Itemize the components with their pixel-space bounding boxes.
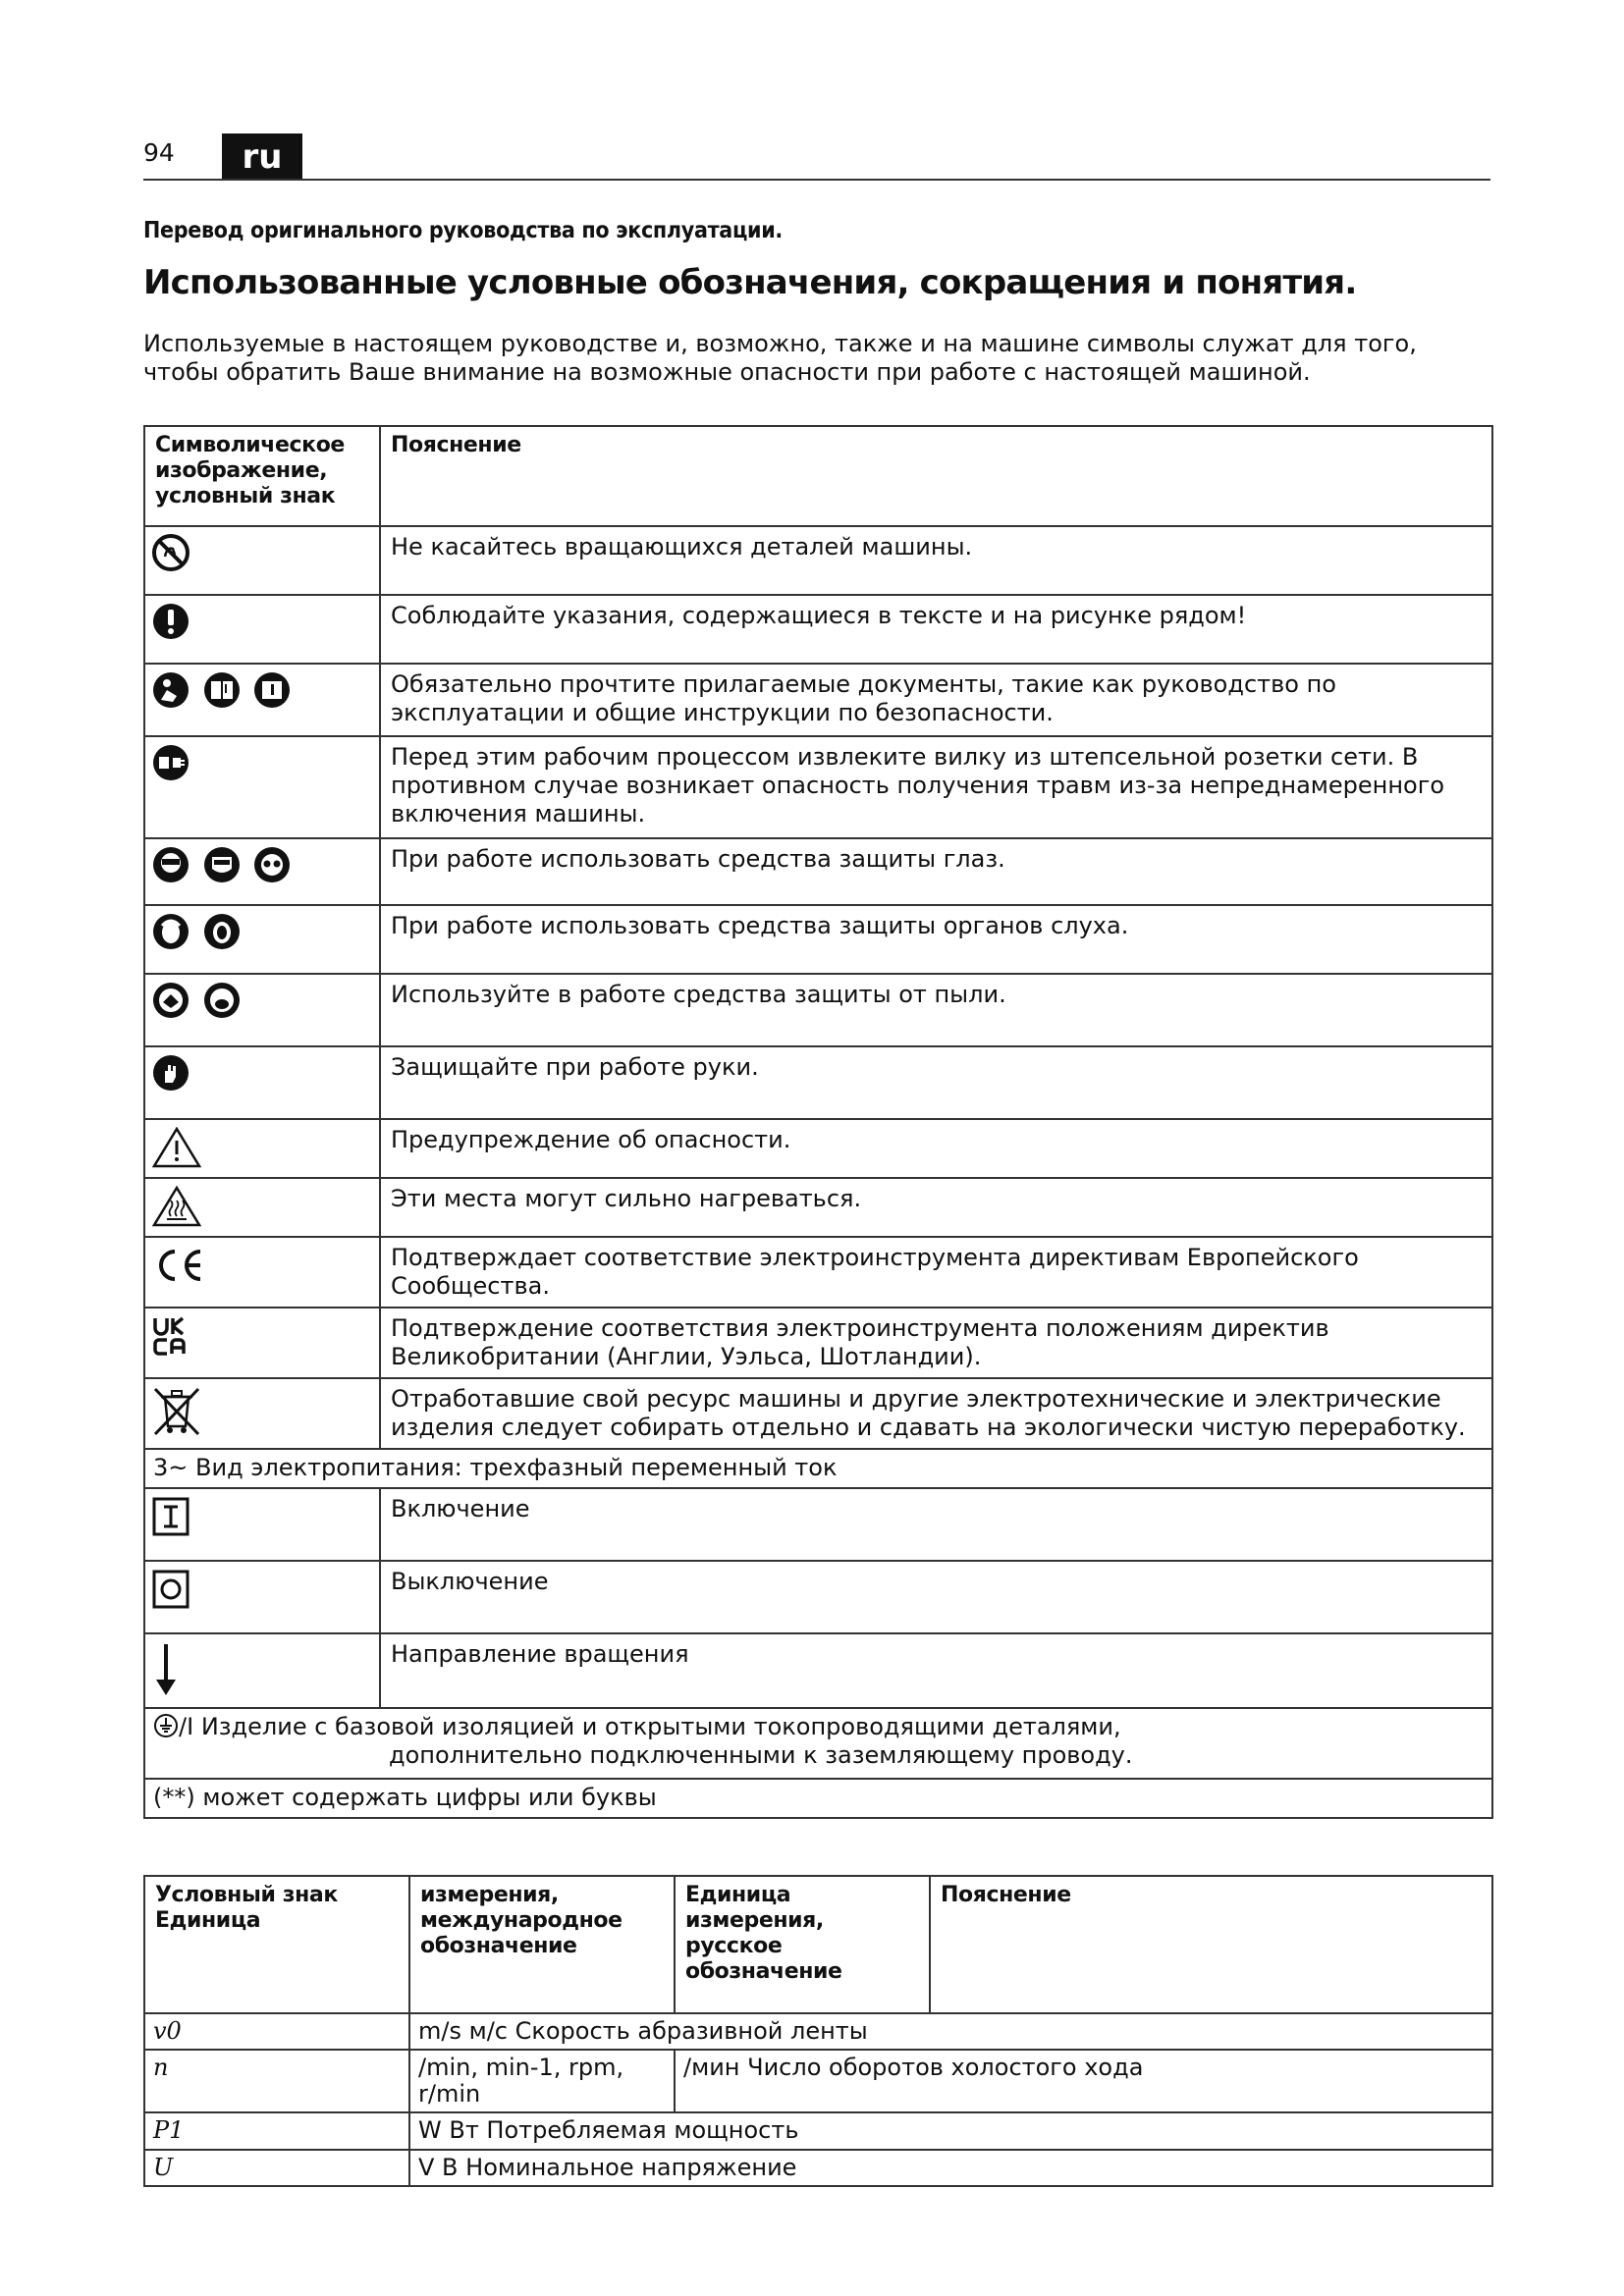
symbol-cell — [144, 1561, 380, 1633]
symbols-table — [143, 425, 1493, 1819]
weee-bin-icon — [151, 1385, 202, 1438]
footnote-cell: (**) может содержать цифры или буквы — [144, 1779, 1492, 1818]
explanation-cell: Эти места могут сильно нагреваться. — [380, 1178, 1492, 1237]
explanation-cell: Обязательно прочтите прилагаемые документы, такие как руководство по эксплуатации и общие инструкции по безопасности. — [380, 664, 1492, 736]
symbol-cell — [144, 664, 380, 736]
protection-class-line2: дополнительно подключенными к заземляющему проводу. — [389, 1741, 1133, 1769]
table-row — [144, 1378, 1492, 1449]
table-row — [144, 1308, 1492, 1378]
symbol-cell — [144, 736, 380, 838]
explanation-cell: Направление вращения — [380, 1633, 1492, 1708]
units-row — [144, 2050, 1492, 2112]
units-table — [143, 1875, 1493, 2187]
respirator-icon — [202, 981, 242, 1020]
units-row — [144, 2150, 1492, 2186]
protection-class-cell — [144, 1708, 1492, 1779]
table-row — [144, 664, 1492, 736]
face-shield-icon — [202, 845, 242, 884]
ukca-mark-icon — [151, 1314, 190, 1358]
explanation-cell: Отработавшие свой ресурс машины и другие электротехнические и электрические изделия следует собирать отдельно и сдавать на экологически чистую переработку. — [380, 1378, 1492, 1449]
explanation-cell: Подтверждает соответствие электроинструмента директивам Европейского Сообщества. — [380, 1237, 1492, 1308]
symbol-cell — [144, 1308, 380, 1378]
goggles-icon — [151, 845, 190, 884]
table-row — [144, 905, 1492, 974]
explanation-cell: При работе использовать средства защиты глаз. — [380, 838, 1492, 905]
explanation-cell: Используйте в работе средства защиты от пыли. — [380, 974, 1492, 1046]
units-header-explanation: Пояснение — [930, 1876, 1492, 2013]
table-row-three-phase — [144, 1449, 1492, 1488]
header-symbol: Символическое изображение, условный знак — [144, 426, 380, 526]
no-touch-rotating-icon — [151, 533, 190, 572]
info-sheet-icon — [252, 670, 292, 710]
explanation-cell: При работе использовать средства защиты органов слуха. — [380, 905, 1492, 974]
explanation-cell: Защищайте при работе руки. — [380, 1046, 1492, 1119]
units-intl: /min, min-1, rpm, r/min — [409, 2050, 675, 2112]
table-row-footnote — [144, 1779, 1492, 1818]
unplug-icon — [151, 743, 190, 782]
table-row — [144, 838, 1492, 905]
table-row — [144, 1561, 1492, 1633]
units-row — [144, 2112, 1492, 2150]
symbol-cell — [144, 1633, 380, 1708]
units-header-ru: Единица измерения, русское обозначение — [675, 1876, 930, 2013]
units-symbol: P1 — [144, 2112, 409, 2150]
explanation-cell: Выключение — [380, 1561, 1492, 1633]
explanation-cell: Перед этим рабочим процессом извлеките вилку из штепсельной розетки сети. В противном случае возникает опасность получения травм из-за непреднамеренного включения машины. — [380, 736, 1492, 838]
symbol-cell — [144, 595, 380, 664]
table-row — [144, 1119, 1492, 1178]
table-row — [144, 526, 1492, 595]
table-row — [144, 974, 1492, 1046]
earth-ground-icon — [153, 1713, 179, 1738]
warning-triangle-icon — [151, 1126, 202, 1169]
ear-protection-icon — [151, 912, 190, 951]
table-row — [144, 1488, 1492, 1561]
symbol-cell — [144, 838, 380, 905]
safety-glasses-icon — [252, 845, 292, 884]
units-text: W Вт Потребляемая мощность — [409, 2112, 1492, 2150]
units-text: m/s м/с Скорость абразивной ленты — [409, 2013, 1492, 2050]
table-row — [144, 736, 1492, 838]
protection-class-line1: Изделие с базовой изоляцией и открытыми токопроводящими деталями, — [200, 1713, 1121, 1740]
units-symbol: n — [144, 2050, 409, 2112]
units-text: V В Номинальное напряжение — [409, 2150, 1492, 2186]
symbol-cell — [144, 974, 380, 1046]
intro-paragraph: Используемые в настоящем руководстве и, возможно, также и на машине символы служат для того, чтобы обратить Ваше внимание на возможные опасности при работе с настоящей машиной. — [143, 330, 1417, 386]
units-header-intl: измерения, международное обозначение — [409, 1876, 675, 2013]
page-number: 94 — [143, 138, 175, 167]
rotation-arrow-icon — [151, 1640, 181, 1699]
table-row — [144, 1178, 1492, 1237]
read-manual-icon — [151, 670, 190, 710]
units-row — [144, 2013, 1492, 2050]
table-row-protection-class — [144, 1708, 1492, 1779]
symbol-cell — [144, 1046, 380, 1119]
units-symbol: v0 — [144, 2013, 409, 2050]
symbol-cell — [144, 905, 380, 974]
table-row — [144, 1046, 1492, 1119]
table-row — [144, 595, 1492, 664]
section-title: Использованные условные обозначения, сокращения и понятия. — [143, 263, 1357, 302]
language-badge: ru — [222, 133, 302, 179]
explanation-cell: Включение — [380, 1488, 1492, 1561]
protection-class-symbol: /I — [179, 1713, 194, 1740]
document-subtitle: Перевод оригинального руководства по эксплуатации. — [143, 218, 783, 243]
dust-mask-icon — [151, 981, 190, 1020]
exclamation-icon — [151, 602, 190, 641]
switch-off-icon — [151, 1568, 190, 1611]
symbol-cell — [144, 526, 380, 595]
units-text: /мин Число оборотов холостого хода — [675, 2050, 1492, 2112]
symbol-cell — [144, 1119, 380, 1178]
explanation-cell: Подтверждение соответствия электроинструмента положениям директив Великобритании (Англии, Уэльса, Шотландии). — [380, 1308, 1492, 1378]
units-header-symbol: Условный знак Единица — [144, 1876, 409, 2013]
explanation-cell: Соблюдайте указания, содержащиеся в тексте и на рисунке рядом! — [380, 595, 1492, 664]
table-row — [144, 1237, 1492, 1308]
explanation-cell: Не касайтесь вращающихся деталей машины. — [380, 526, 1492, 595]
units-symbol: U — [144, 2150, 409, 2186]
ear-protection-alt-icon — [202, 912, 242, 951]
ce-mark-icon — [151, 1244, 210, 1287]
explanation-cell: Предупреждение об опасности. — [380, 1119, 1492, 1178]
three-phase-cell: 3~ Вид электропитания: трехфазный переменный ток — [144, 1449, 1492, 1488]
gloves-icon — [151, 1053, 190, 1093]
symbol-cell — [144, 1178, 380, 1237]
symbol-cell — [144, 1488, 380, 1561]
symbol-cell — [144, 1378, 380, 1449]
units-table-header — [144, 1876, 1492, 2013]
table-row — [144, 1633, 1492, 1708]
symbols-table-header — [144, 426, 1492, 526]
info-book-icon — [202, 670, 242, 710]
header-rule — [143, 179, 1490, 181]
symbol-cell — [144, 1237, 380, 1308]
header-explanation: Пояснение — [380, 426, 1492, 526]
switch-on-icon — [151, 1495, 190, 1538]
hot-surface-icon — [151, 1185, 202, 1228]
